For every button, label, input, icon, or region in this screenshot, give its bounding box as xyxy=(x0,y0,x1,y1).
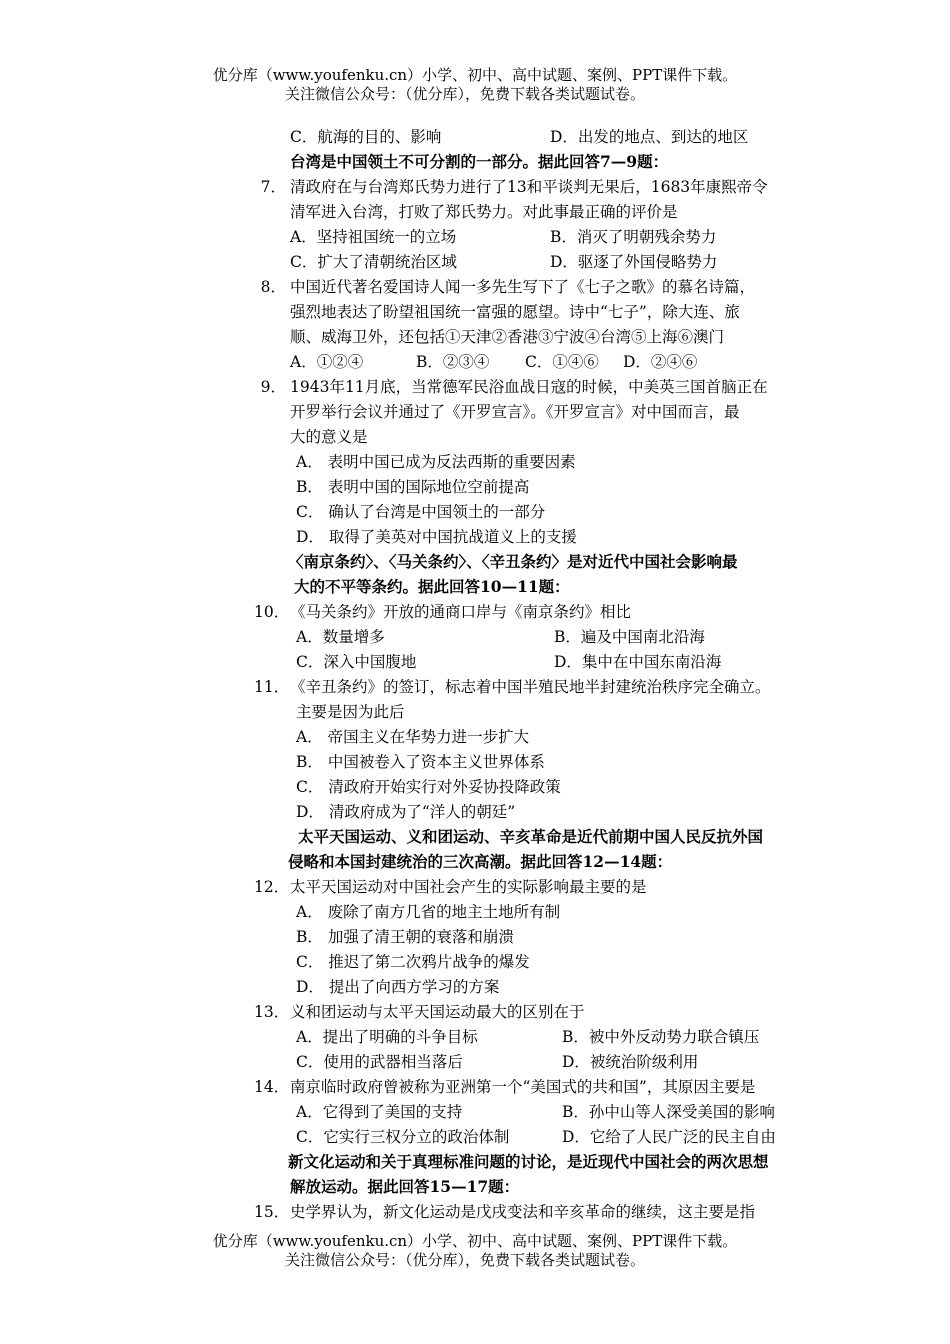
intro-15-17-line-1: 新文化运动和关于真理标准问题的讨论，是近现代中国社会的两次思想 xyxy=(288,1152,769,1171)
q12-option-d: D． 提出了向西方学习的方案 xyxy=(296,978,500,996)
intro-15-17-line-2: 解放运动。据此回答15—17题： xyxy=(290,1177,520,1196)
q9-option-d: D． 取得了美英对中国抗战道义上的支援 xyxy=(296,528,577,546)
q12-number: 12． xyxy=(254,878,290,896)
q15-stem-line-1: 15．史学界认为，新文化运动是戊戌变法和辛亥革命的继续，这主要是指 xyxy=(254,1203,756,1221)
q10-option-a: A．数量增多 xyxy=(296,628,385,646)
footer-line-1: 优分库（www.youfenku.cn）小学、初中、高中试题、案例、PPT课件下载。 xyxy=(212,1232,738,1250)
q14-option-a: A．它得到了美国的支持 xyxy=(296,1103,463,1121)
q7-option-b: B．消灭了明朝残余势力 xyxy=(550,228,717,246)
q10-option-c: C．深入中国腹地 xyxy=(296,653,417,671)
q8-number: 8． xyxy=(260,278,286,296)
q13-option-c: C．使用的武器相当落后 xyxy=(296,1053,463,1071)
q10-number: 10． xyxy=(254,603,290,621)
q9-option-a: A． 表明中国已成为反法西斯的重要因素 xyxy=(296,453,576,471)
q9-option-b: B． 表明中国的国际地位空前提高 xyxy=(296,478,530,496)
q11-option-d: D． 清政府成为了“洋人的朝廷” xyxy=(296,803,516,821)
q9-stem-line-1: 9． 1943年11月底，当常德军民浴血战日寇的时候，中美英三国首脑正在 xyxy=(254,377,768,397)
q14-option-d: D．它给了人民广泛的民主自由 xyxy=(562,1128,776,1146)
q7-stem-line-2: 清军进入台湾，打败了郑氏势力。对此事最正确的评价是 xyxy=(290,203,678,221)
q13-option-a: A．提出了明确的斗争目标 xyxy=(296,1028,478,1046)
q12-option-c: C． 推迟了第二次鸦片战争的爆发 xyxy=(296,953,530,971)
footer-line-2: 关注微信公众号：（优分库），免费下载各类试题试卷。 xyxy=(284,1251,645,1269)
q8-option-b: B．②③④ xyxy=(416,353,490,371)
q14-option-c: C．它实行三权分立的政治体制 xyxy=(296,1128,510,1146)
intro-10-11-line-2: 大的不平等条约。据此回答10—11题： xyxy=(294,577,570,596)
q11-number: 11． xyxy=(254,678,290,696)
page-header xyxy=(0,66,950,104)
intro-10-11-line-1: 〈南京条约〉、〈马关条约〉、〈辛丑条约〉是对近代中国社会影响最 xyxy=(288,552,738,571)
q10-stem-line-1: 10．《马关条约》开放的通商口岸与《南京条约》相比 xyxy=(254,603,632,621)
intro-7-9: 台湾是中国领土不可分割的一部分。据此回答7—9题： xyxy=(290,152,669,171)
q14-option-b: B．孙中山等人深受美国的影响 xyxy=(562,1103,775,1121)
q11-option-a: A． 帝国主义在华势力进一步扩大 xyxy=(296,728,530,746)
prev-option-c: C．航海的目的、影响 xyxy=(290,128,442,146)
q11-stem-line-2: 主要是因为此后 xyxy=(296,703,405,721)
q9-stem-line-2: 开罗举行会议并通过了《开罗宣言》。《开罗宣言》对中国而言，最 xyxy=(290,403,740,421)
q11-option-b: B． 中国被卷入了资本主义世界体系 xyxy=(296,753,545,771)
q11-option-c: C． 清政府开始实行对外妥协投降政策 xyxy=(296,778,561,796)
q12-option-b: B． 加强了清王朝的衰落和崩溃 xyxy=(296,928,514,946)
q12-stem-line-1: 12．太平天国运动对中国社会产生的实际影响最主要的是 xyxy=(254,878,647,896)
header-line-1: 优分库（www.youfenku.cn）小学、初中、高中试题、案例、PPT课件下载。 xyxy=(212,66,738,84)
q8-stem-line-3: 顺、威海卫外，还包括①天津②香港③宁波④台湾⑤上海⑥澳门 xyxy=(290,328,725,346)
q14-stem-line-1: 14．南京临时政府曾被称为亚洲第一个“美国式的共和国”，其原因主要是 xyxy=(254,1078,756,1096)
q9-number: 9． xyxy=(260,378,286,396)
header-line-2: 关注微信公众号：（优分库），免费下载各类试题试卷。 xyxy=(284,85,645,103)
q13-option-b: B．被中外反动势力联合镇压 xyxy=(562,1028,760,1046)
q9-option-c: C． 确认了台湾是中国领土的一部分 xyxy=(296,503,546,521)
q7-stem-line-1: 7． 清政府在与台湾郑氏势力进行了13和平谈判无果后，1683年康熙帝令 xyxy=(254,177,768,197)
intro-12-14-line-2: 侵略和本国封建统治的三次高潮。据此回答12—14题： xyxy=(288,852,673,871)
q9-stem-line-3: 大的意义是 xyxy=(290,428,368,446)
q7-number: 7． xyxy=(260,178,286,196)
q8-option-a: A．①②④ xyxy=(290,353,364,371)
q7-option-a: A．坚持祖国统一的立场 xyxy=(290,228,457,246)
q11-stem-line-1: 11．《辛丑条约》的签订，标志着中国半殖民地半封建统治秩序完全确立。 xyxy=(254,678,771,696)
q13-number: 13． xyxy=(254,1003,290,1021)
q14-number: 14． xyxy=(254,1078,290,1096)
prev-option-d: D．出发的地点、到达的地区 xyxy=(550,128,749,146)
q8-option-d: D．②④⑥ xyxy=(623,353,698,371)
q8-stem-line-2: 强烈地表达了盼望祖国统一富强的愿望。诗中“七子”，除大连、旅 xyxy=(290,303,740,321)
q7-option-c: C．扩大了清朝统治区域 xyxy=(290,253,457,271)
q13-stem-line-1: 13．义和团运动与太平天国运动最大的区别在于 xyxy=(254,1003,585,1021)
page-footer xyxy=(0,1232,950,1270)
q10-option-d: D．集中在中国东南沿海 xyxy=(554,653,722,671)
intro-12-14-line-1: 太平天国运动、义和团运动、辛亥革命是近代前期中国人民反抗外国 xyxy=(298,827,764,846)
q12-option-a: A． 废除了南方几省的地主土地所有制 xyxy=(296,903,561,921)
q8-stem-line-1: 8． 中国近代著名爱国诗人闻一多先生写下了《七子之歌》的慕名诗篇， xyxy=(254,277,755,297)
q15-number: 15． xyxy=(254,1203,290,1221)
q7-option-d: D．驱逐了外国侵略势力 xyxy=(550,253,718,271)
q8-option-c: C．①④⑥ xyxy=(525,353,599,371)
q10-option-b: B．遍及中国南北沿海 xyxy=(554,628,705,646)
q13-option-d: D．被统治阶级利用 xyxy=(562,1053,699,1071)
